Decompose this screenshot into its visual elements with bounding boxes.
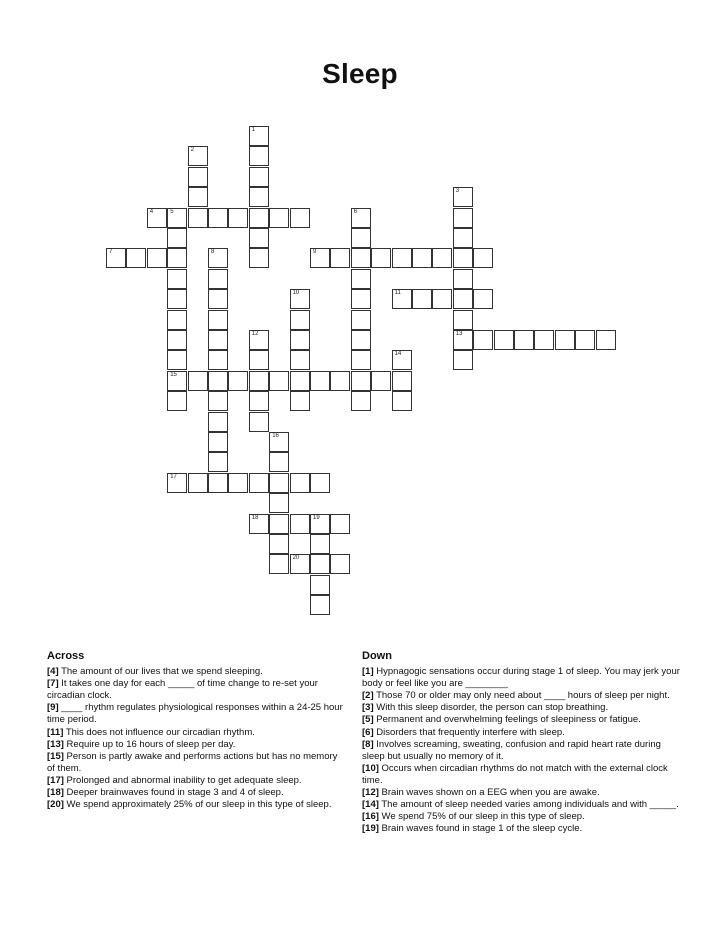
clue-text: Brain waves shown on a EEG when you are awake. bbox=[381, 787, 600, 799]
cell-number: 14 bbox=[394, 351, 402, 358]
grid-cell[interactable] bbox=[351, 208, 371, 228]
clue-number: [20] bbox=[47, 799, 64, 811]
grid-cell[interactable] bbox=[167, 208, 187, 228]
grid-cell[interactable] bbox=[473, 289, 493, 309]
grid-cell[interactable] bbox=[351, 289, 371, 309]
across-clue bbox=[47, 727, 347, 739]
cell-number: 7 bbox=[109, 249, 113, 256]
grid-cell[interactable] bbox=[330, 371, 350, 391]
across-clue-list bbox=[47, 666, 347, 811]
grid-cell[interactable] bbox=[269, 554, 289, 574]
across-heading: Across bbox=[47, 650, 85, 662]
across-clue bbox=[47, 702, 347, 726]
down-clue bbox=[362, 787, 680, 799]
down-clue bbox=[362, 666, 680, 690]
grid-cell[interactable] bbox=[167, 330, 187, 350]
grid-cell[interactable] bbox=[269, 452, 289, 472]
grid-cell[interactable] bbox=[167, 248, 187, 268]
clue-number: [4] bbox=[47, 666, 59, 678]
grid-cell[interactable] bbox=[392, 289, 412, 309]
grid-cell[interactable] bbox=[249, 146, 269, 166]
grid-cell[interactable] bbox=[249, 126, 269, 146]
grid-cell[interactable] bbox=[351, 371, 371, 391]
grid-cell[interactable] bbox=[392, 391, 412, 411]
grid-cell[interactable] bbox=[371, 371, 391, 391]
grid-cell[interactable] bbox=[167, 269, 187, 289]
grid-cell[interactable] bbox=[310, 534, 330, 554]
grid-cell[interactable] bbox=[351, 330, 371, 350]
grid-cell[interactable] bbox=[290, 391, 310, 411]
grid-cell[interactable] bbox=[473, 330, 493, 350]
grid-cell[interactable] bbox=[351, 228, 371, 248]
across-clue bbox=[47, 775, 347, 787]
grid-cell[interactable] bbox=[249, 350, 269, 370]
grid-cell[interactable] bbox=[249, 228, 269, 248]
grid-cell[interactable] bbox=[249, 167, 269, 187]
puzzle-title: Sleep bbox=[322, 58, 398, 89]
across-clue bbox=[47, 739, 347, 751]
grid-cell[interactable] bbox=[453, 187, 473, 207]
grid-cell[interactable] bbox=[249, 248, 269, 268]
grid-cell[interactable] bbox=[147, 208, 167, 228]
grid-cell[interactable] bbox=[208, 248, 228, 268]
clue-number: [7] bbox=[47, 678, 59, 690]
grid-cell[interactable] bbox=[167, 289, 187, 309]
grid-cell[interactable] bbox=[249, 412, 269, 432]
clue-number: [9] bbox=[47, 702, 59, 714]
down-clue bbox=[362, 799, 680, 811]
cell-number: 20 bbox=[292, 555, 300, 562]
grid-cell[interactable] bbox=[167, 310, 187, 330]
grid-cell[interactable] bbox=[106, 248, 126, 268]
grid-cell[interactable] bbox=[412, 248, 432, 268]
grid-cell[interactable] bbox=[290, 310, 310, 330]
grid-cell[interactable] bbox=[432, 248, 452, 268]
across-clue bbox=[47, 799, 347, 811]
grid-cell[interactable] bbox=[126, 248, 146, 268]
across-clue bbox=[47, 787, 347, 799]
grid-cell[interactable] bbox=[310, 473, 330, 493]
cell-number: 1 bbox=[251, 127, 256, 133]
grid-cell[interactable] bbox=[392, 248, 412, 268]
clue-text: The amount of our lives that we spend sleeping. bbox=[61, 666, 263, 678]
grid-cell[interactable] bbox=[310, 248, 330, 268]
clue-text: Permanent and overwhelming feelings of sleepiness or fatigue. bbox=[376, 714, 641, 726]
grid-cell[interactable] bbox=[330, 514, 350, 534]
down-clue bbox=[362, 714, 680, 726]
grid-cell[interactable] bbox=[351, 248, 371, 268]
clue-text: Brain waves found in stage 1 of the sleep cycle. bbox=[381, 823, 583, 835]
grid-cell[interactable] bbox=[290, 330, 310, 350]
down-clue bbox=[362, 811, 680, 823]
grid-cell[interactable] bbox=[228, 473, 248, 493]
clue-number: [2] bbox=[362, 690, 374, 702]
grid-cell[interactable] bbox=[269, 371, 289, 391]
cell-number: 6 bbox=[353, 208, 358, 215]
grid-cell[interactable] bbox=[208, 269, 228, 289]
grid-cell[interactable] bbox=[310, 514, 330, 534]
down-clue bbox=[362, 763, 680, 787]
grid-cell[interactable] bbox=[249, 391, 269, 411]
grid-cell[interactable] bbox=[208, 208, 228, 228]
grid-cell[interactable] bbox=[392, 350, 412, 370]
grid-cell[interactable] bbox=[453, 248, 473, 268]
grid-cell[interactable] bbox=[269, 208, 289, 228]
grid-cell[interactable] bbox=[310, 371, 330, 391]
clue-text: Involves screaming, sweating, confusion and rapid heart rate during sleep but usually no memory of it. bbox=[362, 738, 661, 762]
grid-cell[interactable] bbox=[249, 330, 269, 350]
clue-text: It takes one day for each _____ of time change to re-set your circadian clock. bbox=[47, 678, 318, 702]
clue-text: We spend 75% of our sleep in this type of sleep. bbox=[381, 811, 585, 823]
grid-cell[interactable] bbox=[432, 289, 452, 309]
clue-number: [13] bbox=[47, 738, 64, 750]
grid-cell[interactable] bbox=[167, 350, 187, 370]
grid-cell[interactable] bbox=[208, 371, 228, 391]
grid-cell[interactable] bbox=[555, 330, 575, 350]
grid-cell[interactable] bbox=[228, 371, 248, 391]
grid-cell[interactable] bbox=[167, 473, 187, 493]
grid-cell[interactable] bbox=[453, 350, 473, 370]
grid-cell[interactable] bbox=[596, 330, 616, 350]
clue-text: Person is partly awake and performs actions but has no memory of them. bbox=[47, 750, 338, 774]
cell-number: 9 bbox=[313, 249, 317, 256]
clue-text: ____ rhythm regulates physiological responses within a 24-25 hour time period. bbox=[47, 702, 343, 726]
cell-number: 17 bbox=[170, 473, 177, 480]
grid-cell[interactable] bbox=[208, 289, 228, 309]
clue-text: Occurs when circadian rhythms do not match with the external clock time. bbox=[362, 762, 668, 786]
grid-cell[interactable] bbox=[453, 330, 473, 350]
cell-number: 16 bbox=[272, 433, 279, 439]
grid-cell[interactable] bbox=[575, 330, 595, 350]
grid-cell[interactable] bbox=[453, 289, 473, 309]
grid-cell[interactable] bbox=[249, 514, 269, 534]
grid-cell[interactable] bbox=[351, 269, 371, 289]
grid-cell[interactable] bbox=[412, 289, 432, 309]
down-clue bbox=[362, 702, 680, 714]
clue-text: Prolonged and abnormal inability to get adequate sleep. bbox=[66, 774, 302, 786]
down-clue bbox=[362, 739, 680, 763]
down-clues bbox=[362, 650, 680, 835]
across-clue bbox=[47, 666, 347, 678]
clue-number: [12] bbox=[362, 787, 379, 799]
grid-cell[interactable] bbox=[208, 412, 228, 432]
across-clue bbox=[47, 678, 347, 702]
grid-cell[interactable] bbox=[351, 310, 371, 330]
grid-cell[interactable] bbox=[290, 473, 310, 493]
across-clue bbox=[47, 751, 347, 775]
grid-cell[interactable] bbox=[310, 575, 330, 595]
grid-cell[interactable] bbox=[392, 371, 412, 391]
clue-number: [16] bbox=[362, 811, 379, 823]
grid-cell[interactable] bbox=[228, 208, 248, 228]
cell-number: 19 bbox=[313, 514, 320, 521]
clue-text: We spend approximately 25% of our sleep in this type of sleep. bbox=[66, 799, 332, 811]
grid-cell[interactable] bbox=[208, 391, 228, 411]
grid-cell[interactable] bbox=[330, 248, 350, 268]
grid-cell[interactable] bbox=[269, 514, 289, 534]
grid-cell[interactable] bbox=[269, 493, 289, 513]
grid-cell[interactable] bbox=[290, 350, 310, 370]
grid-cell[interactable] bbox=[310, 595, 330, 615]
grid-cell[interactable] bbox=[167, 371, 187, 391]
grid-cell[interactable] bbox=[453, 208, 473, 228]
grid-cell[interactable] bbox=[371, 248, 391, 268]
cell-number: 5 bbox=[170, 208, 174, 215]
clue-text: The amount of sleep needed varies among individuals and with _____. bbox=[381, 799, 679, 811]
clue-text: Deeper brainwaves found in stage 3 and 4 of sleep. bbox=[66, 787, 284, 799]
clue-number: [3] bbox=[362, 702, 374, 714]
grid-cell[interactable] bbox=[514, 330, 534, 350]
cell-number: 13 bbox=[455, 331, 463, 337]
grid-cell[interactable] bbox=[290, 208, 310, 228]
grid-cell[interactable] bbox=[249, 473, 269, 493]
cell-number: 18 bbox=[251, 514, 259, 521]
grid-cell[interactable] bbox=[290, 371, 310, 391]
across-clues bbox=[47, 650, 347, 811]
grid-cell[interactable] bbox=[167, 228, 187, 248]
down-heading: Down bbox=[362, 650, 392, 662]
clue-text: Those 70 or older may only need about ____ hours of sleep per night. bbox=[376, 690, 670, 702]
down-clue-list bbox=[362, 666, 680, 835]
grid-cell[interactable] bbox=[208, 350, 228, 370]
clue-text: With this sleep disorder, the person can stop breathing. bbox=[376, 702, 609, 714]
grid-cell[interactable] bbox=[494, 330, 514, 350]
grid-cell[interactable] bbox=[351, 350, 371, 370]
clue-number: [8] bbox=[362, 738, 374, 750]
grid-cell[interactable] bbox=[310, 554, 330, 574]
grid-cell[interactable] bbox=[473, 248, 493, 268]
grid-cell[interactable] bbox=[534, 330, 554, 350]
cell-number: 12 bbox=[251, 331, 259, 337]
cell-number: 10 bbox=[292, 290, 300, 297]
cell-number: 2 bbox=[190, 147, 194, 154]
grid-cell[interactable] bbox=[188, 167, 208, 187]
cell-number: 8 bbox=[211, 249, 215, 256]
clue-number: [5] bbox=[362, 714, 374, 726]
grid-cell[interactable] bbox=[208, 432, 228, 452]
grid-cell[interactable] bbox=[249, 371, 269, 391]
grid-cell[interactable] bbox=[208, 473, 228, 493]
clue-text: Require up to 16 hours of sleep per day. bbox=[66, 738, 236, 750]
clue-text: This does not influence our circadian rhythm. bbox=[65, 726, 255, 738]
grid-cell[interactable] bbox=[453, 310, 473, 330]
cell-number: 15 bbox=[170, 371, 177, 378]
grid-cell[interactable] bbox=[453, 269, 473, 289]
clue-number: [19] bbox=[362, 823, 379, 835]
grid-cell[interactable] bbox=[208, 452, 228, 472]
grid-cell[interactable] bbox=[290, 554, 310, 574]
grid-cell[interactable] bbox=[269, 534, 289, 554]
grid-cell[interactable] bbox=[188, 187, 208, 207]
grid-cell[interactable] bbox=[249, 208, 269, 228]
grid-cell[interactable] bbox=[208, 330, 228, 350]
grid-cell[interactable] bbox=[188, 371, 208, 391]
grid-cell[interactable] bbox=[147, 248, 167, 268]
grid-cell[interactable] bbox=[351, 391, 371, 411]
grid-cell[interactable] bbox=[249, 187, 269, 207]
grid-cell[interactable] bbox=[188, 208, 208, 228]
grid-cell[interactable] bbox=[208, 310, 228, 330]
clue-number: [11] bbox=[47, 726, 64, 738]
clue-number: [6] bbox=[362, 726, 374, 738]
cell-number: 3 bbox=[455, 188, 460, 195]
grid-cell[interactable] bbox=[269, 432, 289, 452]
clue-text: Hypnagogic sensations occur during stage 1 of sleep. You may jerk your body or feel like you are ________ bbox=[362, 666, 680, 690]
down-clue bbox=[362, 823, 680, 835]
grid-cell[interactable] bbox=[330, 554, 350, 574]
grid-cell[interactable] bbox=[269, 473, 289, 493]
down-clue bbox=[362, 727, 680, 739]
clue-number: [18] bbox=[47, 787, 64, 799]
clue-number: [14] bbox=[362, 799, 379, 811]
clue-number: [10] bbox=[362, 762, 379, 774]
grid-cell[interactable] bbox=[290, 289, 310, 309]
clue-text: Disorders that frequently interfere with sleep. bbox=[376, 726, 565, 738]
cell-number: 4 bbox=[149, 208, 154, 215]
cell-number: 11 bbox=[394, 290, 401, 297]
down-clue bbox=[362, 690, 680, 702]
grid-cell[interactable] bbox=[453, 228, 473, 248]
clue-number: [17] bbox=[47, 774, 64, 786]
grid-cell[interactable] bbox=[290, 514, 310, 534]
grid-cell[interactable] bbox=[188, 146, 208, 166]
grid-cell[interactable] bbox=[188, 473, 208, 493]
grid-cell[interactable] bbox=[167, 391, 187, 411]
clue-number: [15] bbox=[47, 750, 64, 762]
clue-number: [1] bbox=[362, 666, 374, 678]
